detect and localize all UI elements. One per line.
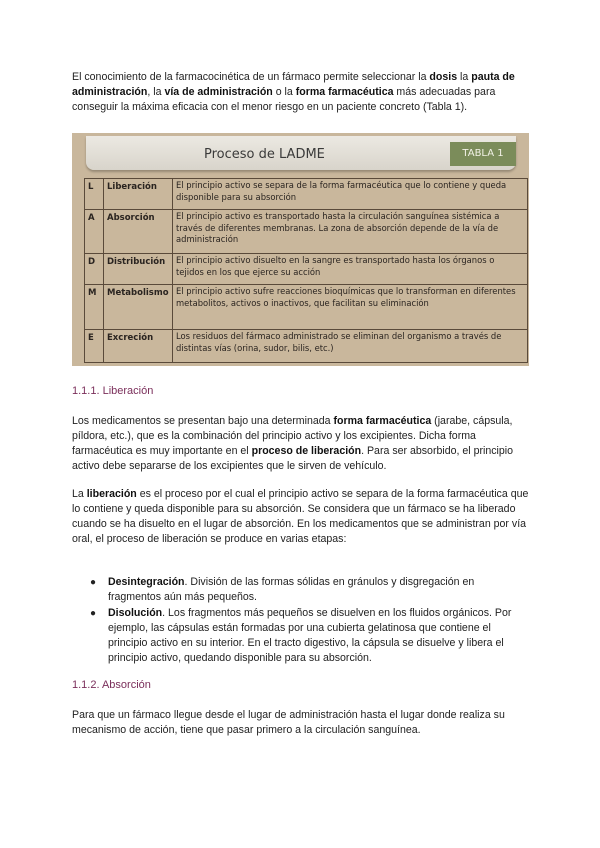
- section-heading-absorcion: 1.1.2. Absorción: [72, 679, 151, 691]
- row-term: Liberación: [104, 179, 173, 210]
- liberacion-paragraph-2: La liberación es el proceso por el cual el principio activo se separa de la forma farmacéutica que lo contiene y queda disponible para su absorción. Se considera que un fármaco se ha liberado cuando se ha disuelto en el lugar de absorción. En los medicamentos que se administran por vía oral, el proceso de liberación se produce en varias etapas:: [72, 488, 529, 545]
- row-term: Absorción: [104, 210, 173, 254]
- figure-header: [86, 136, 516, 170]
- figure-tag: TABLA 1: [450, 142, 516, 166]
- row-description: El principio activo disuelto en la sangre es transportado hasta los órganos o tejidos en los que ejerce su acción: [173, 254, 528, 285]
- row-description: El principio activo es transportado hasta la circulación sanguínea sistémica a través de diferentes membranas. La zona de absorción depende de la vía de administración: [173, 210, 528, 254]
- list-item: ● Disolución. Los fragmentos más pequeños se disuelven en los fluidos orgánicos. Por ejemplo, las cápsulas están formadas por una cubierta gelatinosa que contiene el principio activo en su interior. En el tracto digestivo, la cápsula se disuelve y libera el principio activo, quedando disponible para su absorción.: [90, 607, 512, 664]
- row-term: Metabolismo: [104, 285, 173, 330]
- figure-title: Proceso de LADME: [204, 147, 325, 162]
- intro-paragraph: El conocimiento de la farmacocinética de un fármaco permite seleccionar la dosis la pauta de administración, la vía de administración o la forma farmacéutica más adecuadas para conseguir la máxima eficacia con el menor riesgo en un paciente concreto (Tabla 1).: [72, 71, 515, 113]
- row-letter: E: [85, 330, 104, 363]
- section-heading-liberacion: 1.1.1. Liberación: [72, 385, 154, 397]
- table-row: [85, 179, 528, 210]
- row-letter: A: [85, 210, 104, 254]
- list-item: ● Desintegración. División de las formas sólidas en gránulos y disgregación en fragmentos aún más pequeños.: [90, 576, 475, 603]
- row-term: Distribución: [104, 254, 173, 285]
- row-term: Excreción: [104, 330, 173, 363]
- absorcion-paragraph: Para que un fármaco llegue desde el lugar de administración hasta el lugar donde realiza su mecanismo de acción, tiene que pasar primero a la circulación sanguínea.: [72, 709, 505, 736]
- row-description: Los residuos del fármaco administrado se eliminan del organismo a través de distintas vías (orina, sudor, bilis, etc.): [173, 330, 528, 363]
- table-row: [85, 285, 528, 330]
- bullet-icon: ●: [90, 608, 97, 619]
- table-row: [85, 210, 528, 254]
- liberacion-paragraph-1: Los medicamentos se presentan bajo una determinada forma farmacéutica (jarabe, cápsula, píldora, etc.), que es la combinación del principio activo y los excipientes. Dicha forma farmacéutica es muy importante en el proceso de liberación. Para ser absorbido, el principio activo debe separarse de los excipientes que le sirven de vehículo.: [72, 415, 514, 472]
- ladme-table: [84, 178, 528, 363]
- table-row: [85, 330, 528, 363]
- bullet-icon: ●: [90, 577, 97, 588]
- row-letter: L: [85, 179, 104, 210]
- liberacion-stages-list: [90, 575, 530, 667]
- row-letter: M: [85, 285, 104, 330]
- row-description: El principio activo sufre reacciones bioquímicas que lo transforman en diferentes metabolitos, activos o inactivos, que facilitan su eliminación: [173, 285, 528, 330]
- row-description: El principio activo se separa de la forma farmacéutica que lo contiene y queda disponible para su absorción: [173, 179, 528, 210]
- row-letter: D: [85, 254, 104, 285]
- table-row: [85, 254, 528, 285]
- ladme-table-figure: [72, 133, 529, 366]
